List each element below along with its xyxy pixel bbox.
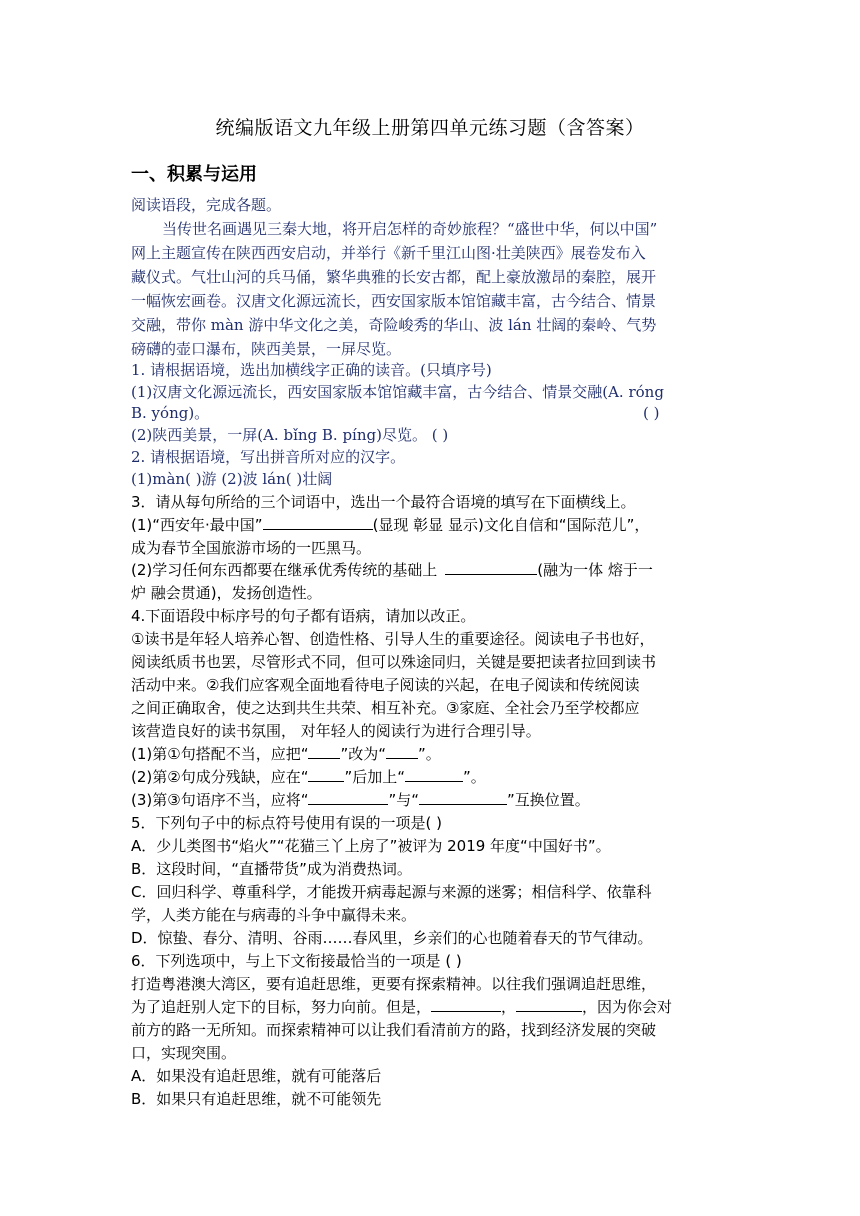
section-heading: 一、积累与运用 — [131, 164, 257, 185]
q4-a3-mid: ”与“ — [388, 791, 420, 809]
q4-a3-blank2[interactable] — [419, 789, 507, 805]
q5-option-a: A．少儿类图书“焰火”“花猫三丫上房了”被评为 2019 年度“中国好书”。 — [131, 837, 611, 855]
q6-passage-line: 口，实现突围。 — [131, 1044, 237, 1062]
q4-a1-mid: ”改为“ — [340, 745, 387, 763]
q6-passage-line: 前方的路一无所知。而探索精神可以让我们看清前方的路，找到经济发展的突破 — [131, 1021, 657, 1039]
q4-para-line: ①读书是年轻人培养心智、创造性格、引导人生的重要途径。阅读电子书也好， — [131, 630, 655, 648]
q4-a1-blank1[interactable] — [308, 743, 340, 759]
q4-a3-post: ”互换位置。 — [507, 791, 590, 809]
q1-item1-cont: B. yóng)。 — [131, 404, 210, 422]
q3-item2-pre: (2)学习任何东西都要在继承优秀传统的基础上 — [131, 561, 438, 579]
passage-line: 藏仪式。气壮山河的兵马俑，繁华典雅的长安古都，配上豪放激昂的秦腔，展开 — [131, 268, 657, 286]
q4-a2-blank2[interactable] — [405, 766, 463, 782]
q5-option-d: D．惊蛰、春分、清明、谷雨……春风里，乡亲们的心也随着春天的节气律动。 — [131, 929, 653, 947]
passage-line: 一幅恢宏画卷。汉唐文化源远流长，西安国家版本馆馆藏丰富，古今结合、情景 — [131, 292, 657, 310]
q3-item1-blank[interactable] — [263, 514, 373, 530]
intro-text: 阅读语段，完成各题。 — [131, 196, 282, 214]
q1-item2: (2)陕西美景，一屏(A. bǐng B. píng)尽览。 ( ) — [131, 426, 449, 444]
q1-item1: (1)汉唐文化源远流长，西安国家版本馆馆藏丰富，古今结合、情景交融(A. róng — [131, 383, 664, 401]
passage-line: 交融，带你 màn 游中华文化之美，奇险峻秀的华山、波 lán 壮阔的秦岭、气势 — [131, 316, 657, 334]
q5-option-c-cont: 学，人类方能在与病毒的斗争中赢得未来。 — [131, 906, 417, 924]
passage-line: 网上主题宣传在陕西西安启动，并举行《新千里江山图·壮美陕西》展卷发布入 — [131, 244, 646, 262]
q4-para-line: 之间正确取舍，使之达到共生共荣、相互补充。③家庭、全社会乃至学校都应 — [131, 699, 640, 717]
q4-a2-post: ”。 — [463, 768, 486, 786]
q6-stem: 6．下列选项中，与上下文衔接最恰当的一项是 ( ) — [131, 952, 462, 970]
q4-a1-pre: (1)第①句搭配不当，应把“ — [131, 745, 309, 763]
q2-items: (1)màn( )游 (2)波 lán( )壮阔 — [131, 470, 333, 488]
q4-para-line: 阅读纸质书也罢，尽管形式不同，但可以殊途同归，关键是要把读者拉回到读书 — [131, 653, 657, 671]
q5-option-b: B．这段时间，“直播带货”成为消费热词。 — [131, 860, 412, 878]
q3-item2-cont: 炉 融会贯通)，发扬创造性。 — [131, 584, 322, 602]
q4-a2-blank1[interactable] — [308, 766, 344, 782]
q5-stem: 5．下列句子中的标点符号使用有误的一项是( ) — [131, 814, 443, 832]
q1-answer-paren[interactable]: ( ) — [643, 404, 660, 422]
q6-passage-line: 打造粤港澳大湾区，要有追赶思维，更要有探索精神。以往我们强调追赶思维， — [131, 975, 657, 993]
q6-blank1[interactable] — [431, 996, 501, 1012]
q4-a1-blank2[interactable] — [386, 743, 418, 759]
q4-stem: 4.下面语段中标序号的句子都有语病，请加以改正。 — [131, 607, 476, 625]
q6-blank2[interactable] — [516, 996, 582, 1012]
q4-a1-post: ”。 — [418, 745, 441, 763]
q2-stem: 2. 请根据语境，写出拼音所对应的汉字。 — [131, 448, 406, 466]
q6-option-a: A．如果没有追赶思维，就有可能落后 — [131, 1067, 382, 1085]
q3-item2-blank[interactable] — [445, 559, 537, 575]
q3-stem: 3．请从每句所给的三个词语中，选出一个最符合语境的填写在下面横线上。 — [131, 493, 636, 511]
q6-passage-comma: ， — [501, 998, 517, 1016]
q4-para-line: 活动中来。②我们应客观全面地看待电子阅读的兴起，在电子阅读和传统阅读 — [131, 676, 640, 694]
q6-passage-post: ，因为你会对 — [582, 998, 673, 1016]
passage-line: 当传世名画遇见三秦大地，将开启怎样的奇妙旅程？“盛世中华，何以中国” — [162, 220, 658, 238]
q4-para-line: 该营造良好的读书氛围， 对年轻人的阅读行为进行合理引导。 — [131, 722, 541, 740]
q3-item1-pre: (1)“西安年·最中国” — [131, 516, 263, 534]
q3-item2-post: (融为一体 熔于一 — [537, 561, 653, 579]
q6-passage-pre: 为了追赶别人定下的目标，努力向前。但是， — [131, 998, 432, 1016]
q5-option-c: C．回归科学、尊重科学，才能拨开病毒起源与来源的迷雾；相信科学、依靠科 — [131, 883, 652, 901]
q6-option-b: B．如果只有追赶思维，就不可能领先 — [131, 1090, 382, 1108]
q4-a2-pre: (2)第②句成分残缺，应在“ — [131, 768, 309, 786]
q3-item1-post: (显现 彰显 显示)文化自信和“国际范儿”， — [372, 516, 650, 534]
passage-line: 磅礴的壶口瀑布，陕西美景，一屏尽览。 — [131, 340, 402, 358]
q1-stem: 1. 请根据语境，选出加横线字正确的读音。(只填序号) — [131, 361, 492, 379]
document-title: 统编版语文九年级上册第四单元练习题（含答案） — [215, 117, 645, 139]
q3-item1-cont: 成为春节全国旅游市场的一匹黑马。 — [131, 539, 372, 557]
q4-a3-blank1[interactable] — [308, 789, 388, 805]
q4-a3-pre: (3)第③句语序不当，应将“ — [131, 791, 309, 809]
q4-a2-mid: ”后加上“ — [344, 768, 406, 786]
